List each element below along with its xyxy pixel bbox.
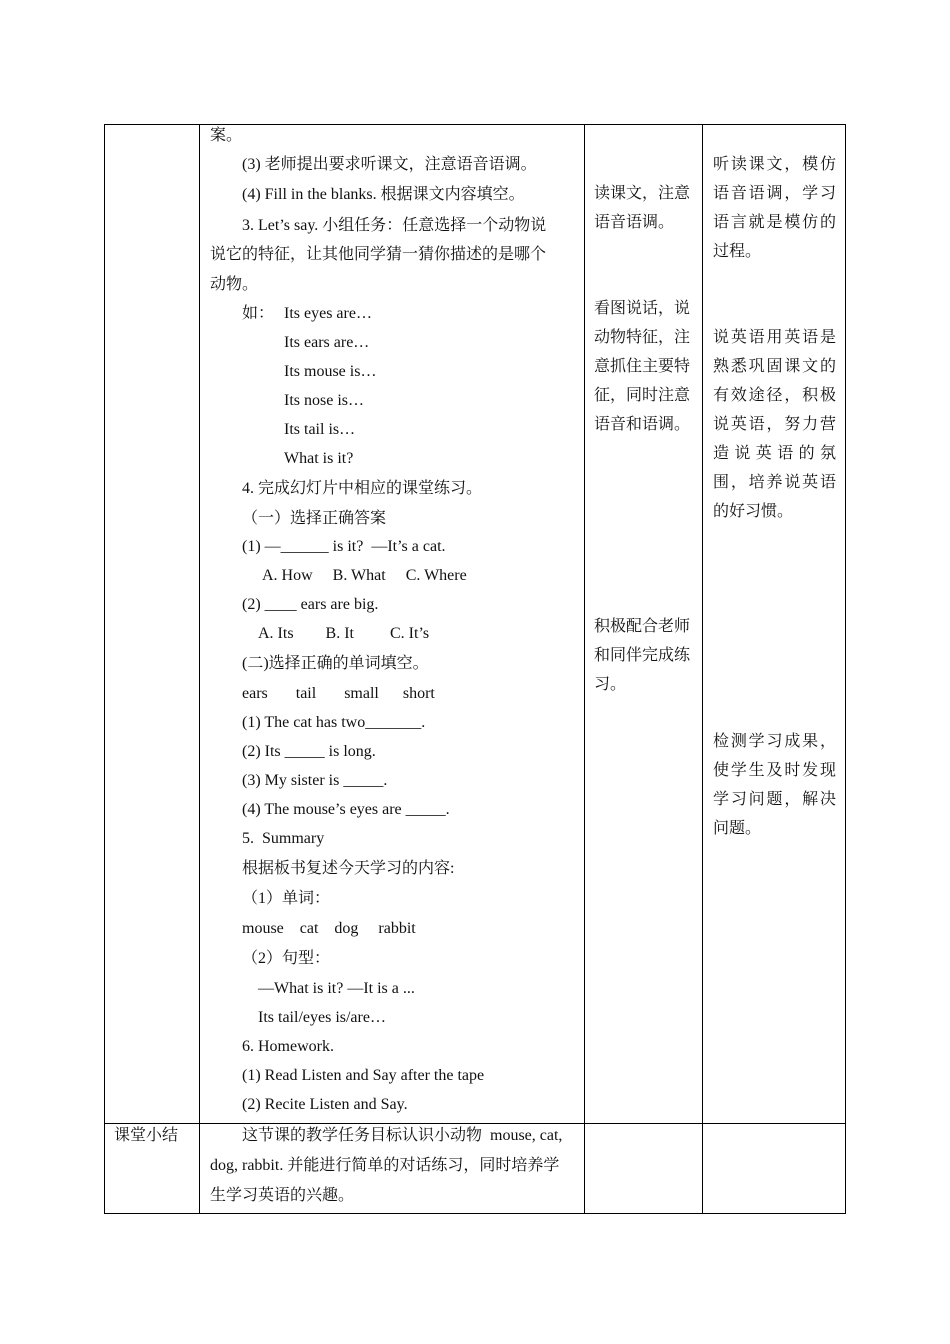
intent-line: 语音语调，学习	[713, 185, 836, 202]
procedure-line: Its tail/eyes is/are…	[258, 1009, 386, 1026]
procedure-line: A. Its B. It C. It’s	[258, 625, 430, 642]
procedure-line: Its tail is…	[284, 421, 356, 438]
intent-line: 说英语用英语是	[713, 329, 836, 346]
procedure-line: (4) Fill in the blanks. 根据课文内容填空。	[242, 186, 525, 203]
procedure-line: 案。	[210, 127, 243, 144]
activity-line: 意抓住主要特	[594, 358, 691, 375]
procedure-line: (2) ____ ears are big.	[242, 596, 379, 613]
procedure-line: (3) 老师提出要求听课文，注意语音语调。	[242, 156, 537, 173]
procedure-line: （一）选择正确答案	[242, 510, 387, 527]
procedure-line: ears tail small short	[242, 685, 435, 702]
intent-line: 熟悉巩固课文的	[713, 358, 836, 375]
procedure-line: （1）单词：	[242, 890, 331, 907]
table-border-bottom	[104, 1213, 846, 1214]
procedure-line: （2）句型：	[242, 950, 331, 967]
procedure-line: 6. Homework.	[242, 1038, 334, 1055]
activity-line: 语音和语调。	[594, 416, 691, 433]
intent-line: 检测学习成果，	[713, 733, 836, 750]
column-divider-1	[199, 124, 200, 1214]
summary-line: 这节课的教学任务目标认识小动物 mouse, cat,	[242, 1127, 563, 1144]
procedure-line: (2) Its _____ is long.	[242, 743, 376, 760]
activity-line: 读课文，注意	[594, 185, 691, 202]
procedure-line: (3) My sister is _____.	[242, 772, 388, 789]
intent-line: 有效途径，积极	[713, 387, 836, 404]
table-border-left	[104, 124, 105, 1214]
procedure-line: (二)选择正确的单词填空。	[242, 655, 429, 672]
activity-line: 征，同时注意	[594, 387, 691, 404]
intent-line: 造说英语的氛	[713, 445, 836, 462]
column-divider-3	[702, 124, 703, 1214]
procedure-line: Its nose is…	[284, 392, 364, 409]
intent-line: 听读课文，模仿	[713, 156, 836, 173]
procedure-line: (2) Recite Listen and Say.	[242, 1096, 408, 1113]
intent-line: 说英语，努力营	[713, 416, 836, 433]
summary-line: dog, rabbit. 并能进行简单的对话练习，同时培养学	[210, 1157, 560, 1174]
procedure-line: What is it?	[284, 450, 354, 467]
procedure-line: 5. Summary	[242, 830, 325, 847]
intent-line: 问题。	[713, 820, 762, 837]
procedure-line: Its eyes are…	[284, 305, 372, 322]
procedure-line: 4. 完成幻灯片中相应的课堂练习。	[242, 480, 483, 497]
procedure-line: mouse cat dog rabbit	[242, 920, 416, 937]
summary-line: 生学习英语的兴趣。	[210, 1187, 355, 1204]
procedure-line: —What is it? —It is a ...	[258, 980, 415, 997]
intent-line: 的好习惯。	[713, 503, 794, 520]
activity-line: 看图说话，说	[594, 300, 691, 317]
intent-line: 过程。	[713, 243, 762, 260]
activity-line: 动物特征，注	[594, 329, 691, 346]
column-divider-2	[584, 124, 585, 1214]
procedure-line: (1) The cat has two_______.	[242, 714, 426, 731]
procedure-line: Its mouse is…	[284, 363, 377, 380]
lesson-plan-table	[104, 124, 846, 1214]
procedure-line: 如：	[242, 305, 275, 322]
intent-line: 围，培养说英语	[713, 474, 836, 491]
intent-line: 学习问题，解决	[713, 791, 836, 808]
activity-line: 语音语调。	[594, 214, 675, 231]
procedure-line: (4) The mouse’s eyes are _____.	[242, 801, 450, 818]
procedure-line: (1) Read Listen and Say after the tape	[242, 1067, 485, 1084]
activity-line: 习。	[594, 676, 627, 693]
intent-line: 语言就是模仿的	[713, 214, 836, 231]
procedure-line: 说它的特征，让其他同学猜一猜你描述的是哪个	[210, 246, 547, 263]
procedure-line: (1) —______ is it? —It’s a cat.	[242, 538, 446, 555]
activity-line: 积极配合老师	[594, 618, 691, 635]
activity-line: 和同伴完成练	[594, 647, 691, 664]
procedure-line: Its ears are…	[284, 334, 370, 351]
table-border-right	[845, 124, 846, 1214]
summary-label: 课堂小结	[114, 1127, 179, 1144]
procedure-line: 动物。	[210, 276, 259, 293]
row-divider	[104, 1123, 846, 1124]
procedure-line: A. How B. What C. Where	[262, 567, 467, 584]
procedure-line: 根据板书复述今天学习的内容:	[242, 860, 455, 877]
table-border-top	[104, 124, 846, 125]
procedure-line: 3. Let’s say. 小组任务：任意选择一个动物说	[242, 217, 547, 234]
intent-line: 使学生及时发现	[713, 762, 836, 779]
